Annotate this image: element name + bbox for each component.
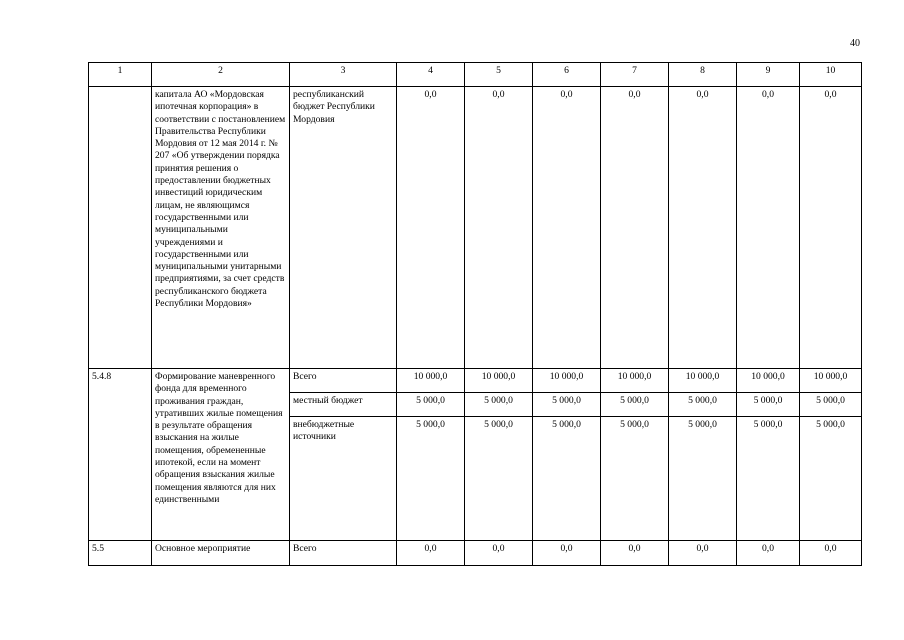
value-cell: 0,0 <box>669 87 737 369</box>
code-cell: 5.4.8 <box>89 369 152 541</box>
budget-table <box>88 62 862 566</box>
value-cell: 5 000,0 <box>601 393 669 417</box>
value-cell: 0,0 <box>465 87 533 369</box>
value-cell: 0,0 <box>533 541 601 566</box>
value-cell: 0,0 <box>737 87 800 369</box>
source-cell: внебюджетные источники <box>290 417 397 541</box>
source-cell: Всего <box>290 369 397 393</box>
header-cell: 1 <box>89 63 152 87</box>
table-row <box>89 541 862 566</box>
value-cell: 10 000,0 <box>737 369 800 393</box>
value-cell: 0,0 <box>465 541 533 566</box>
value-cell: 0,0 <box>800 541 862 566</box>
value-cell: 5 000,0 <box>669 393 737 417</box>
header-cell: 7 <box>601 63 669 87</box>
header-cell: 8 <box>669 63 737 87</box>
value-cell: 5 000,0 <box>800 393 862 417</box>
value-cell: 0,0 <box>737 541 800 566</box>
value-cell: 10 000,0 <box>669 369 737 393</box>
header-cell: 3 <box>290 63 397 87</box>
source-cell: Всего <box>290 541 397 566</box>
value-cell: 10 000,0 <box>465 369 533 393</box>
value-cell: 5 000,0 <box>669 417 737 541</box>
value-cell: 5 000,0 <box>533 417 601 541</box>
value-cell: 5 000,0 <box>397 393 465 417</box>
value-cell: 0,0 <box>601 87 669 369</box>
value-cell: 10 000,0 <box>800 369 862 393</box>
header-cell: 4 <box>397 63 465 87</box>
header-cell: 2 <box>152 63 290 87</box>
value-cell: 5 000,0 <box>601 417 669 541</box>
source-cell: местный бюджет <box>290 393 397 417</box>
code-cell: 5.5 <box>89 541 152 566</box>
value-cell: 0,0 <box>533 87 601 369</box>
value-cell: 5 000,0 <box>397 417 465 541</box>
description-cell: капитала АО «Мордовская ипотечная корпорация» в соответствии с постановлением Правительства Республики Мордовия от 12 мая 2014 г. № 207 «Об утверждении порядка принятия решения о предоставлении бюджетных инвестиций юридическим лицам, не являющимся государственными или муниципальными учреждениями и государственными или муниципальными унитарными предприятиями, за счет средств республиканского бюджета Республики Мордовия» <box>152 87 290 369</box>
value-cell: 10 000,0 <box>601 369 669 393</box>
value-cell: 0,0 <box>397 541 465 566</box>
source-cell: республиканский бюджет Республики Мордовия <box>290 87 397 369</box>
code-cell <box>89 87 152 369</box>
value-cell: 5 000,0 <box>800 417 862 541</box>
header-cell: 6 <box>533 63 601 87</box>
value-cell: 0,0 <box>397 87 465 369</box>
header-cell: 9 <box>737 63 800 87</box>
value-cell: 0,0 <box>669 541 737 566</box>
value-cell: 0,0 <box>601 541 669 566</box>
header-cell: 10 <box>800 63 862 87</box>
table-row <box>89 87 862 369</box>
value-cell: 5 000,0 <box>465 417 533 541</box>
description-cell: Основное мероприятие <box>152 541 290 566</box>
header-cell: 5 <box>465 63 533 87</box>
header-row <box>89 63 862 87</box>
description-cell: Формирование маневренного фонда для временного проживания граждан, утративших жилые помещения в результате обращения взыскания на жилые помещения, обремененные ипотекой, если на момент обращения взыскания жилые помещения являются для них единственными <box>152 369 290 541</box>
value-cell: 5 000,0 <box>737 417 800 541</box>
table-row <box>89 369 862 393</box>
value-cell: 10 000,0 <box>533 369 601 393</box>
value-cell: 5 000,0 <box>465 393 533 417</box>
value-cell: 5 000,0 <box>533 393 601 417</box>
page-number: 40 <box>850 38 860 49</box>
value-cell: 5 000,0 <box>737 393 800 417</box>
value-cell: 10 000,0 <box>397 369 465 393</box>
value-cell: 0,0 <box>800 87 862 369</box>
